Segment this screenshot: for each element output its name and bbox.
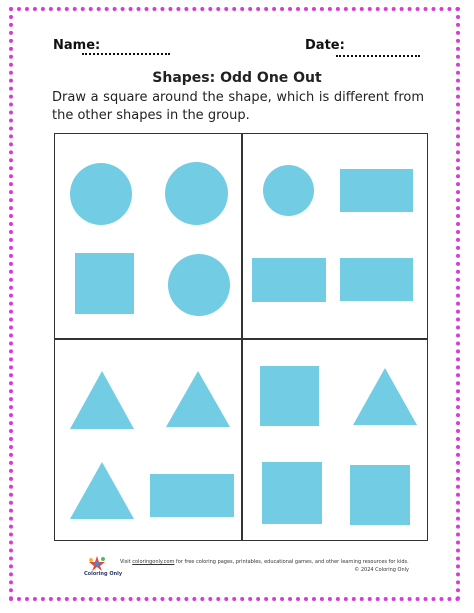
q3-triangle-3[interactable] [70, 462, 134, 519]
name-line[interactable] [82, 53, 170, 55]
q3-rectangle[interactable] [150, 474, 234, 517]
date-label: Date: [305, 38, 345, 53]
grid-vertical-divider [241, 133, 243, 541]
q4-square-1[interactable] [260, 366, 319, 426]
coloring-only-logo-text: Coloring Only [84, 571, 123, 577]
footer-site-link[interactable]: coloringonly.com [132, 559, 175, 565]
grid-horizontal-divider [54, 338, 428, 340]
q3-triangle-1[interactable] [70, 371, 134, 429]
q4-triangle[interactable] [353, 368, 417, 425]
footer-visit-prefix: Visit [120, 559, 133, 565]
q1-circle-2[interactable] [165, 162, 228, 225]
date-line[interactable] [336, 55, 420, 57]
q1-square[interactable] [75, 253, 134, 314]
coloring-only-logo-icon [87, 556, 107, 571]
footer-copyright: © 2024 Coloring Only [354, 567, 409, 573]
q4-square-3[interactable] [350, 465, 410, 525]
name-label: Name: [53, 38, 101, 53]
footer-visit-suffix: for free coloring pages, printables, educational games, and other learning resources for kids. [174, 559, 409, 565]
q2-circle[interactable] [263, 165, 314, 216]
q1-circle-1[interactable] [70, 163, 132, 225]
q2-rectangle-3[interactable] [340, 258, 413, 301]
q2-rectangle-1[interactable] [340, 169, 413, 212]
q2-rectangle-2[interactable] [252, 258, 326, 302]
footer-visit-line [120, 559, 420, 566]
q3-triangle-2[interactable] [166, 371, 230, 427]
worksheet-title: Shapes: Odd One Out [152, 70, 322, 86]
worksheet-instruction: Draw a square around the shape, which is different from the other shapes in the group. [52, 90, 424, 123]
q4-square-2[interactable] [262, 462, 322, 524]
q1-circle-3[interactable] [168, 254, 230, 316]
